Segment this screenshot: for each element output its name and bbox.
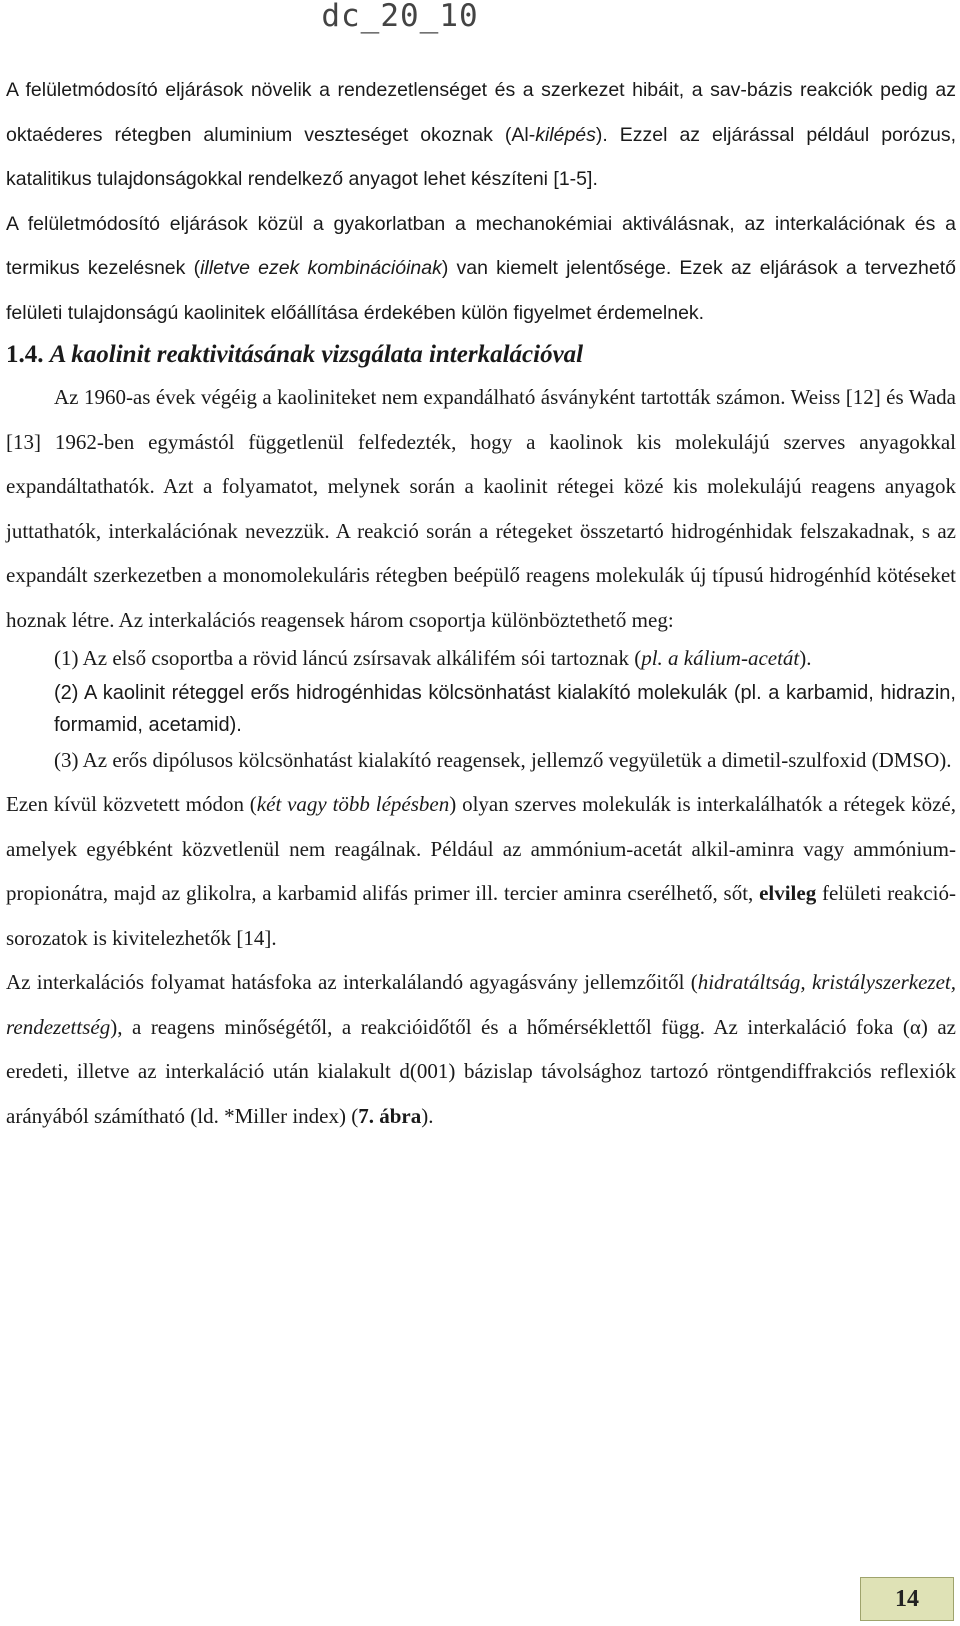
text-run: ). xyxy=(799,646,812,670)
paragraph-1 xyxy=(6,68,956,202)
italic-run: pl. a kálium-acetát xyxy=(641,646,800,670)
reagent-list xyxy=(54,642,956,776)
section-title: A kaolinit reaktivitásának vizsgálata interkalációval xyxy=(49,341,584,368)
document-header: dc_20_10 xyxy=(321,0,479,34)
text-run: (1) Az első csoportba a rövid láncú zsírsavak alkálifém sói tartoznak ( xyxy=(54,646,642,670)
text-run: Ezen kívül közvetett módon ( xyxy=(6,792,257,816)
list-item xyxy=(54,642,956,674)
text-run: A felületmódosító eljárások növelik a rendezetlenséget és a szerkezet hibáit, a sav-bázis reakciók pedig az oktaéderes rétegben aluminium veszteséget okoznak (Al- xyxy=(6,79,956,146)
paragraph-3: Az 1960-as évek végéig a kaoliniteket nem expandálható ásványként tartották számon. Weiss [12] és Wada [13] 1962-ben egymástól függetlenül felfedezték, hogy a kaolinok kis molekulájú szerves anyagokkal expandáltathatók. Azt a folyamatot, melynek során a kaolinit rétegei közé kis molekulájú reagens anyagok juttathatók, interkalációnak nevezzük. A reakció során a rétegeket összetartó hidrogénhidak felszakadnak, s az expandált szerkezetben a monomolekuláris rétegben beépülő reagens molekulák új típusú hidrogénhíd kötéseket hoznak létre. Az interkalációs reagensek három csoportja különböztethető meg: xyxy=(6,385,956,632)
text-run: felületi reakció-sorozatok is kivitelezhetők [14]. xyxy=(6,881,957,950)
text-run: Az interkalációs folyamat hatásfoka az interkalálandó agyagásvány jellemzőitől ( xyxy=(6,970,698,994)
italic-run: két vagy több lépésben xyxy=(256,792,450,816)
paragraph-2 xyxy=(6,202,956,336)
paragraph-5 xyxy=(6,960,956,1138)
section-heading xyxy=(6,335,956,375)
list-item: (2) A kaolinit réteggel erős hidrogénhidas kölcsönhatást kialakító molekulák (pl. a karbamid, hidrazin, formamid, acetamid). xyxy=(54,682,956,736)
text-run: ) olyan szerves molekulák is interkalálhatók a rétegek közé, amelyek egyébként közvetlenül nem reagálnak. Például az ammónium-acetát alkil-aminra vagy ammónium-propionátra, majd az glikolra, a karbamid alifás primer ill. tercier aminra cserélhető, sőt, xyxy=(6,792,956,905)
italic-run: kilépés xyxy=(535,123,596,146)
page-number: 14 xyxy=(860,1577,954,1621)
text-run: ), a reagens minőségétől, a reakcióidőtől és a hőmérséklettől függ. Az interkaláció foka (α) az eredeti, illetve az interkaláció után kialakult d(001) bázislap távolsághoz tartozó röntgendiffrakciós reflexiók arányából számítható (ld. *Miller index) ( xyxy=(6,1014,956,1128)
list-item: (3) Az erős dipólusos kölcsönhatást kialakító reagensek, jellemző vegyületük a dimetil-szulfoxid (DMSO). xyxy=(54,748,952,772)
text-run: ) van kiemelt jelentősége. Ezek az eljárások a tervezhető felületi tulajdonságú kaolinitek előállítása érdekében külön figyelmet érdemelnek. xyxy=(6,257,956,324)
text-run: ). Ezzel az eljárással például porózus, katalitikus tulajdonságokkal rendelkező anyagot lehet készíteni [1-5]. xyxy=(6,123,956,190)
section-number: 1.4. xyxy=(6,341,44,368)
text-run: ). xyxy=(421,1103,434,1128)
bold-run: 7. ábra xyxy=(358,1103,422,1128)
bold-run: elvileg xyxy=(759,881,817,905)
italic-run: illetve ezek kombinációinak xyxy=(200,257,442,279)
paragraph-4 xyxy=(6,782,956,960)
page-content xyxy=(6,68,956,1138)
text-run: A felületmódosító eljárások közül a gyakorlatban a mechanokémiai aktiválásnak, az interkalációnak és a termikus kezelésnek ( xyxy=(6,212,956,279)
italic-run: hidratáltság, kristályszerkezet, rendezettség xyxy=(6,970,956,1039)
